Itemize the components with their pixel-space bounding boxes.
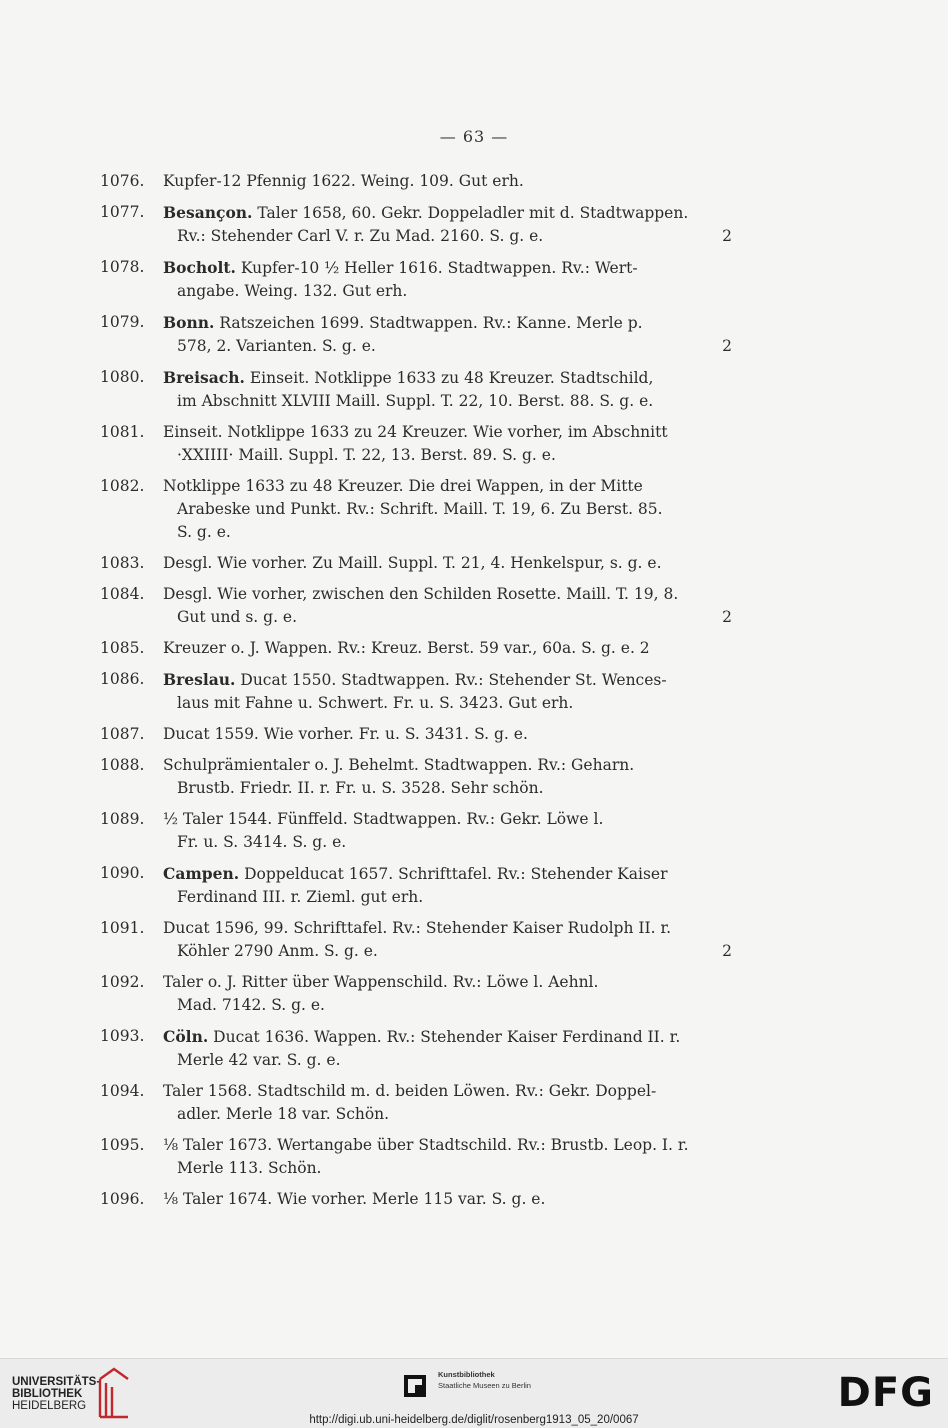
entry-body bbox=[163, 1134, 740, 1180]
entry-line bbox=[163, 777, 740, 800]
entry-text: Gut und s. g. e. bbox=[177, 608, 298, 626]
entry-grade: 2 bbox=[722, 227, 732, 245]
entry-text: 578, 2. Varianten. S. g. e. bbox=[177, 337, 376, 355]
entry-text: Ducat 1559. Wie vorher. Fr. u. S. 3431. S. g. e. bbox=[163, 725, 528, 743]
entry-line bbox=[163, 808, 740, 831]
entry-city: Campen. bbox=[163, 864, 240, 883]
entry-line bbox=[163, 311, 740, 335]
entry-grade: 2 bbox=[722, 608, 732, 626]
catalogue-entry bbox=[100, 754, 740, 800]
entry-text: ·XXIIII· Maill. Suppl. T. 22, 13. Berst. 89. S. g. e. bbox=[177, 446, 556, 464]
entry-line bbox=[163, 552, 740, 575]
entry-text: Merle 42 var. S. g. e. bbox=[177, 1051, 341, 1069]
ub-heidelberg-logo-icon bbox=[96, 1367, 132, 1419]
entry-number: 1078. bbox=[100, 258, 145, 276]
entry-text: Ratszeichen 1699. Stadtwappen. Rv.: Kanne. Merle p. bbox=[219, 314, 643, 332]
catalogue-entries bbox=[100, 170, 740, 1219]
catalogue-entry bbox=[100, 917, 740, 963]
kunstbibliothek-logo-icon bbox=[404, 1375, 426, 1397]
catalogue-entry bbox=[100, 668, 740, 715]
entry-line bbox=[163, 1103, 740, 1126]
entry-body bbox=[163, 366, 740, 413]
entry-body bbox=[163, 201, 740, 248]
entry-number: 1086. bbox=[100, 670, 145, 688]
entry-city: Bonn. bbox=[163, 313, 215, 332]
entry-number: 1081. bbox=[100, 423, 145, 441]
entry-body bbox=[163, 754, 740, 800]
entry-number: 1083. bbox=[100, 554, 145, 572]
entry-body bbox=[163, 552, 740, 575]
entry-line bbox=[163, 994, 740, 1017]
entry-grade: 2 bbox=[722, 942, 732, 960]
entry-text: Desgl. Wie vorher. Zu Maill. Suppl. T. 21, 4. Henkelspur, s. g. e. bbox=[163, 554, 662, 572]
source-url-link[interactable]: http://digi.ub.uni-heidelberg.de/diglit/rosenberg1913_05_20/0067 bbox=[309, 1414, 639, 1426]
entry-text: Ducat 1596, 99. Schrifttafel. Rv.: Stehender Kaiser Rudolph II. r. bbox=[163, 919, 672, 937]
entry-number: 1084. bbox=[100, 585, 145, 603]
entry-number: 1079. bbox=[100, 313, 145, 331]
entry-text: Doppelducat 1657. Schrifttafel. Rv.: Stehender Kaiser bbox=[244, 865, 668, 883]
entry-line bbox=[163, 1049, 740, 1072]
catalogue-entry bbox=[100, 366, 740, 413]
kunstbibliothek-title: Kunstbibliothek bbox=[438, 1370, 495, 1379]
entry-number: 1088. bbox=[100, 756, 145, 774]
entry-body bbox=[163, 668, 740, 715]
entry-number: 1085. bbox=[100, 639, 145, 657]
entry-line bbox=[163, 831, 740, 854]
library-line: BIBLIOTHEK bbox=[12, 1388, 83, 1400]
entry-text: Einseit. Notklippe 1633 zu 24 Kreuzer. Wie vorher, im Abschnitt bbox=[163, 423, 668, 441]
entry-line bbox=[163, 280, 740, 303]
footer-bar bbox=[0, 1358, 948, 1428]
catalogue-entry bbox=[100, 421, 740, 467]
library-line: HEIDELBERG bbox=[12, 1400, 87, 1412]
catalogue-entry bbox=[100, 170, 740, 193]
entry-text: S. g. e. bbox=[177, 523, 231, 541]
entry-text: Taler o. J. Ritter über Wappenschild. Rv.: Löwe l. Aehnl. bbox=[163, 973, 599, 991]
entry-text: im Abschnitt XLVIII Maill. Suppl. T. 22, 10. Berst. 88. S. g. e. bbox=[177, 392, 654, 410]
catalogue-entry bbox=[100, 1188, 740, 1211]
catalogue-entry bbox=[100, 723, 740, 746]
entry-text: Ferdinand III. r. Zieml. gut erh. bbox=[177, 888, 424, 906]
entry-line bbox=[163, 668, 740, 692]
entry-line bbox=[163, 366, 740, 390]
dfg-logo: DFG bbox=[837, 1370, 934, 1416]
entry-line bbox=[163, 754, 740, 777]
entry-line bbox=[163, 390, 740, 413]
page-number: — 63 — bbox=[439, 127, 509, 146]
entry-text: Brustb. Friedr. II. r. Fr. u. S. 3528. Sehr schön. bbox=[177, 779, 544, 797]
entry-body bbox=[163, 862, 740, 909]
entry-body bbox=[163, 1025, 740, 1072]
entry-text: Ducat 1550. Stadtwappen. Rv.: Stehender St. Wences- bbox=[240, 671, 667, 689]
entry-body bbox=[163, 256, 740, 303]
entry-line bbox=[163, 692, 740, 715]
entry-line bbox=[163, 498, 740, 521]
entry-body bbox=[163, 971, 740, 1017]
entry-line bbox=[163, 521, 740, 544]
entry-body bbox=[163, 723, 740, 746]
entry-body bbox=[163, 1080, 740, 1126]
entry-body bbox=[163, 1188, 740, 1211]
catalogue-entry bbox=[100, 808, 740, 854]
entry-text: Mad. 7142. S. g. e. bbox=[177, 996, 325, 1014]
entry-text: Taler 1568. Stadtschild m. d. beiden Löwen. Rv.: Gekr. Doppel- bbox=[163, 1082, 657, 1100]
entry-text: adler. Merle 18 var. Schön. bbox=[177, 1105, 390, 1123]
catalogue-entry bbox=[100, 201, 740, 248]
entry-city: Cöln. bbox=[163, 1027, 209, 1046]
entry-number: 1096. bbox=[100, 1190, 145, 1208]
library-line: UNIVERSITÄTS- bbox=[12, 1376, 101, 1388]
catalogue-entry bbox=[100, 1025, 740, 1072]
entry-number: 1089. bbox=[100, 810, 145, 828]
catalogue-entry bbox=[100, 971, 740, 1017]
entry-number: 1080. bbox=[100, 368, 145, 386]
entry-line bbox=[163, 971, 740, 994]
entry-line bbox=[163, 1157, 740, 1180]
entry-body bbox=[163, 583, 740, 629]
entry-line bbox=[163, 335, 740, 358]
entry-body bbox=[163, 421, 740, 467]
catalogue-entry bbox=[100, 475, 740, 544]
entry-line bbox=[163, 1134, 740, 1157]
kunstbibliothek-subtitle: Staatliche Museen zu Berlin bbox=[438, 1381, 531, 1390]
entry-text: Taler 1658, 60. Gekr. Doppeladler mit d. Stadtwappen. bbox=[257, 204, 689, 222]
entry-number: 1093. bbox=[100, 1027, 145, 1045]
entry-body bbox=[163, 475, 740, 544]
entry-line bbox=[163, 637, 740, 660]
entry-text: laus mit Fahne u. Schwert. Fr. u. S. 3423. Gut erh. bbox=[177, 694, 574, 712]
entry-body bbox=[163, 170, 740, 193]
entry-city: Besançon. bbox=[163, 203, 253, 222]
entry-text: Köhler 2790 Anm. S. g. e. bbox=[177, 942, 378, 960]
entry-text: Arabeske und Punkt. Rv.: Schrift. Maill. T. 19, 6. Zu Berst. 85. bbox=[177, 500, 663, 518]
entry-body bbox=[163, 637, 740, 660]
catalogue-entry bbox=[100, 1134, 740, 1180]
entry-body bbox=[163, 311, 740, 358]
entry-text: Kupfer-12 Pfennig 1622. Weing. 109. Gut erh. bbox=[163, 172, 524, 190]
entry-number: 1092. bbox=[100, 973, 145, 991]
ub-heidelberg-label bbox=[12, 1376, 100, 1412]
entry-text: ½ Taler 1544. Fünffeld. Stadtwappen. Rv.: Gekr. Löwe l. bbox=[163, 810, 604, 828]
entry-body bbox=[163, 808, 740, 854]
catalogue-entry bbox=[100, 583, 740, 629]
entry-text: Einseit. Notklippe 1633 zu 48 Kreuzer. Stadtschild, bbox=[249, 369, 654, 387]
entry-number: 1077. bbox=[100, 203, 145, 221]
entry-line bbox=[163, 170, 740, 193]
entry-text: Merle 113. Schön. bbox=[177, 1159, 322, 1177]
entry-line bbox=[163, 201, 740, 225]
catalogue-entry bbox=[100, 311, 740, 358]
entry-line bbox=[163, 886, 740, 909]
entry-text: Kupfer-10 ½ Heller 1616. Stadtwappen. Rv.: Wert- bbox=[240, 259, 638, 277]
entry-line bbox=[163, 940, 740, 963]
entry-line bbox=[163, 444, 740, 467]
entry-number: 1095. bbox=[100, 1136, 145, 1154]
entry-number: 1094. bbox=[100, 1082, 145, 1100]
entry-grade: 2 bbox=[722, 337, 732, 355]
entry-line bbox=[163, 1188, 740, 1211]
entry-text: Ducat 1636. Wappen. Rv.: Stehender Kaiser Ferdinand II. r. bbox=[213, 1028, 681, 1046]
entry-text: ⅛ Taler 1673. Wertangabe über Stadtschild. Rv.: Brustb. Leop. I. r. bbox=[163, 1136, 689, 1154]
entry-city: Breslau. bbox=[163, 670, 236, 689]
entry-line bbox=[163, 225, 740, 248]
entry-number: 1091. bbox=[100, 919, 145, 937]
entry-number: 1082. bbox=[100, 477, 145, 495]
catalogue-entry bbox=[100, 1080, 740, 1126]
entry-line bbox=[163, 421, 740, 444]
entry-line bbox=[163, 475, 740, 498]
catalogue-entry bbox=[100, 256, 740, 303]
entry-text: Schulprämientaler o. J. Behelmt. Stadtwappen. Rv.: Geharn. bbox=[163, 756, 635, 774]
entry-text: Notklippe 1633 zu 48 Kreuzer. Die drei Wappen, in der Mitte bbox=[163, 477, 643, 495]
entry-body bbox=[163, 917, 740, 963]
entry-line bbox=[163, 1025, 740, 1049]
entry-text: Rv.: Stehender Carl V. r. Zu Mad. 2160. S. g. e. bbox=[177, 227, 544, 245]
entry-text: ⅛ Taler 1674. Wie vorher. Merle 115 var. S. g. e. bbox=[163, 1190, 546, 1208]
entry-line bbox=[163, 723, 740, 746]
entry-city: Breisach. bbox=[163, 368, 245, 387]
catalogue-entry bbox=[100, 552, 740, 575]
entry-text: angabe. Weing. 132. Gut erh. bbox=[177, 282, 408, 300]
entry-line bbox=[163, 917, 740, 940]
entry-text: Kreuzer o. J. Wappen. Rv.: Kreuz. Berst. 59 var., 60a. S. g. e. 2 bbox=[163, 639, 650, 657]
entry-line bbox=[163, 256, 740, 280]
entry-line bbox=[163, 583, 740, 606]
entry-line bbox=[163, 1080, 740, 1103]
catalogue-entry bbox=[100, 862, 740, 909]
entry-line bbox=[163, 862, 740, 886]
entry-number: 1087. bbox=[100, 725, 145, 743]
entry-text: Desgl. Wie vorher, zwischen den Schilden Rosette. Maill. T. 19, 8. bbox=[163, 585, 679, 603]
entry-text: Fr. u. S. 3414. S. g. e. bbox=[177, 833, 347, 851]
entry-number: 1090. bbox=[100, 864, 145, 882]
entry-number: 1076. bbox=[100, 172, 145, 190]
catalogue-entry bbox=[100, 637, 740, 660]
entry-city: Bocholt. bbox=[163, 258, 236, 277]
entry-line bbox=[163, 606, 740, 629]
